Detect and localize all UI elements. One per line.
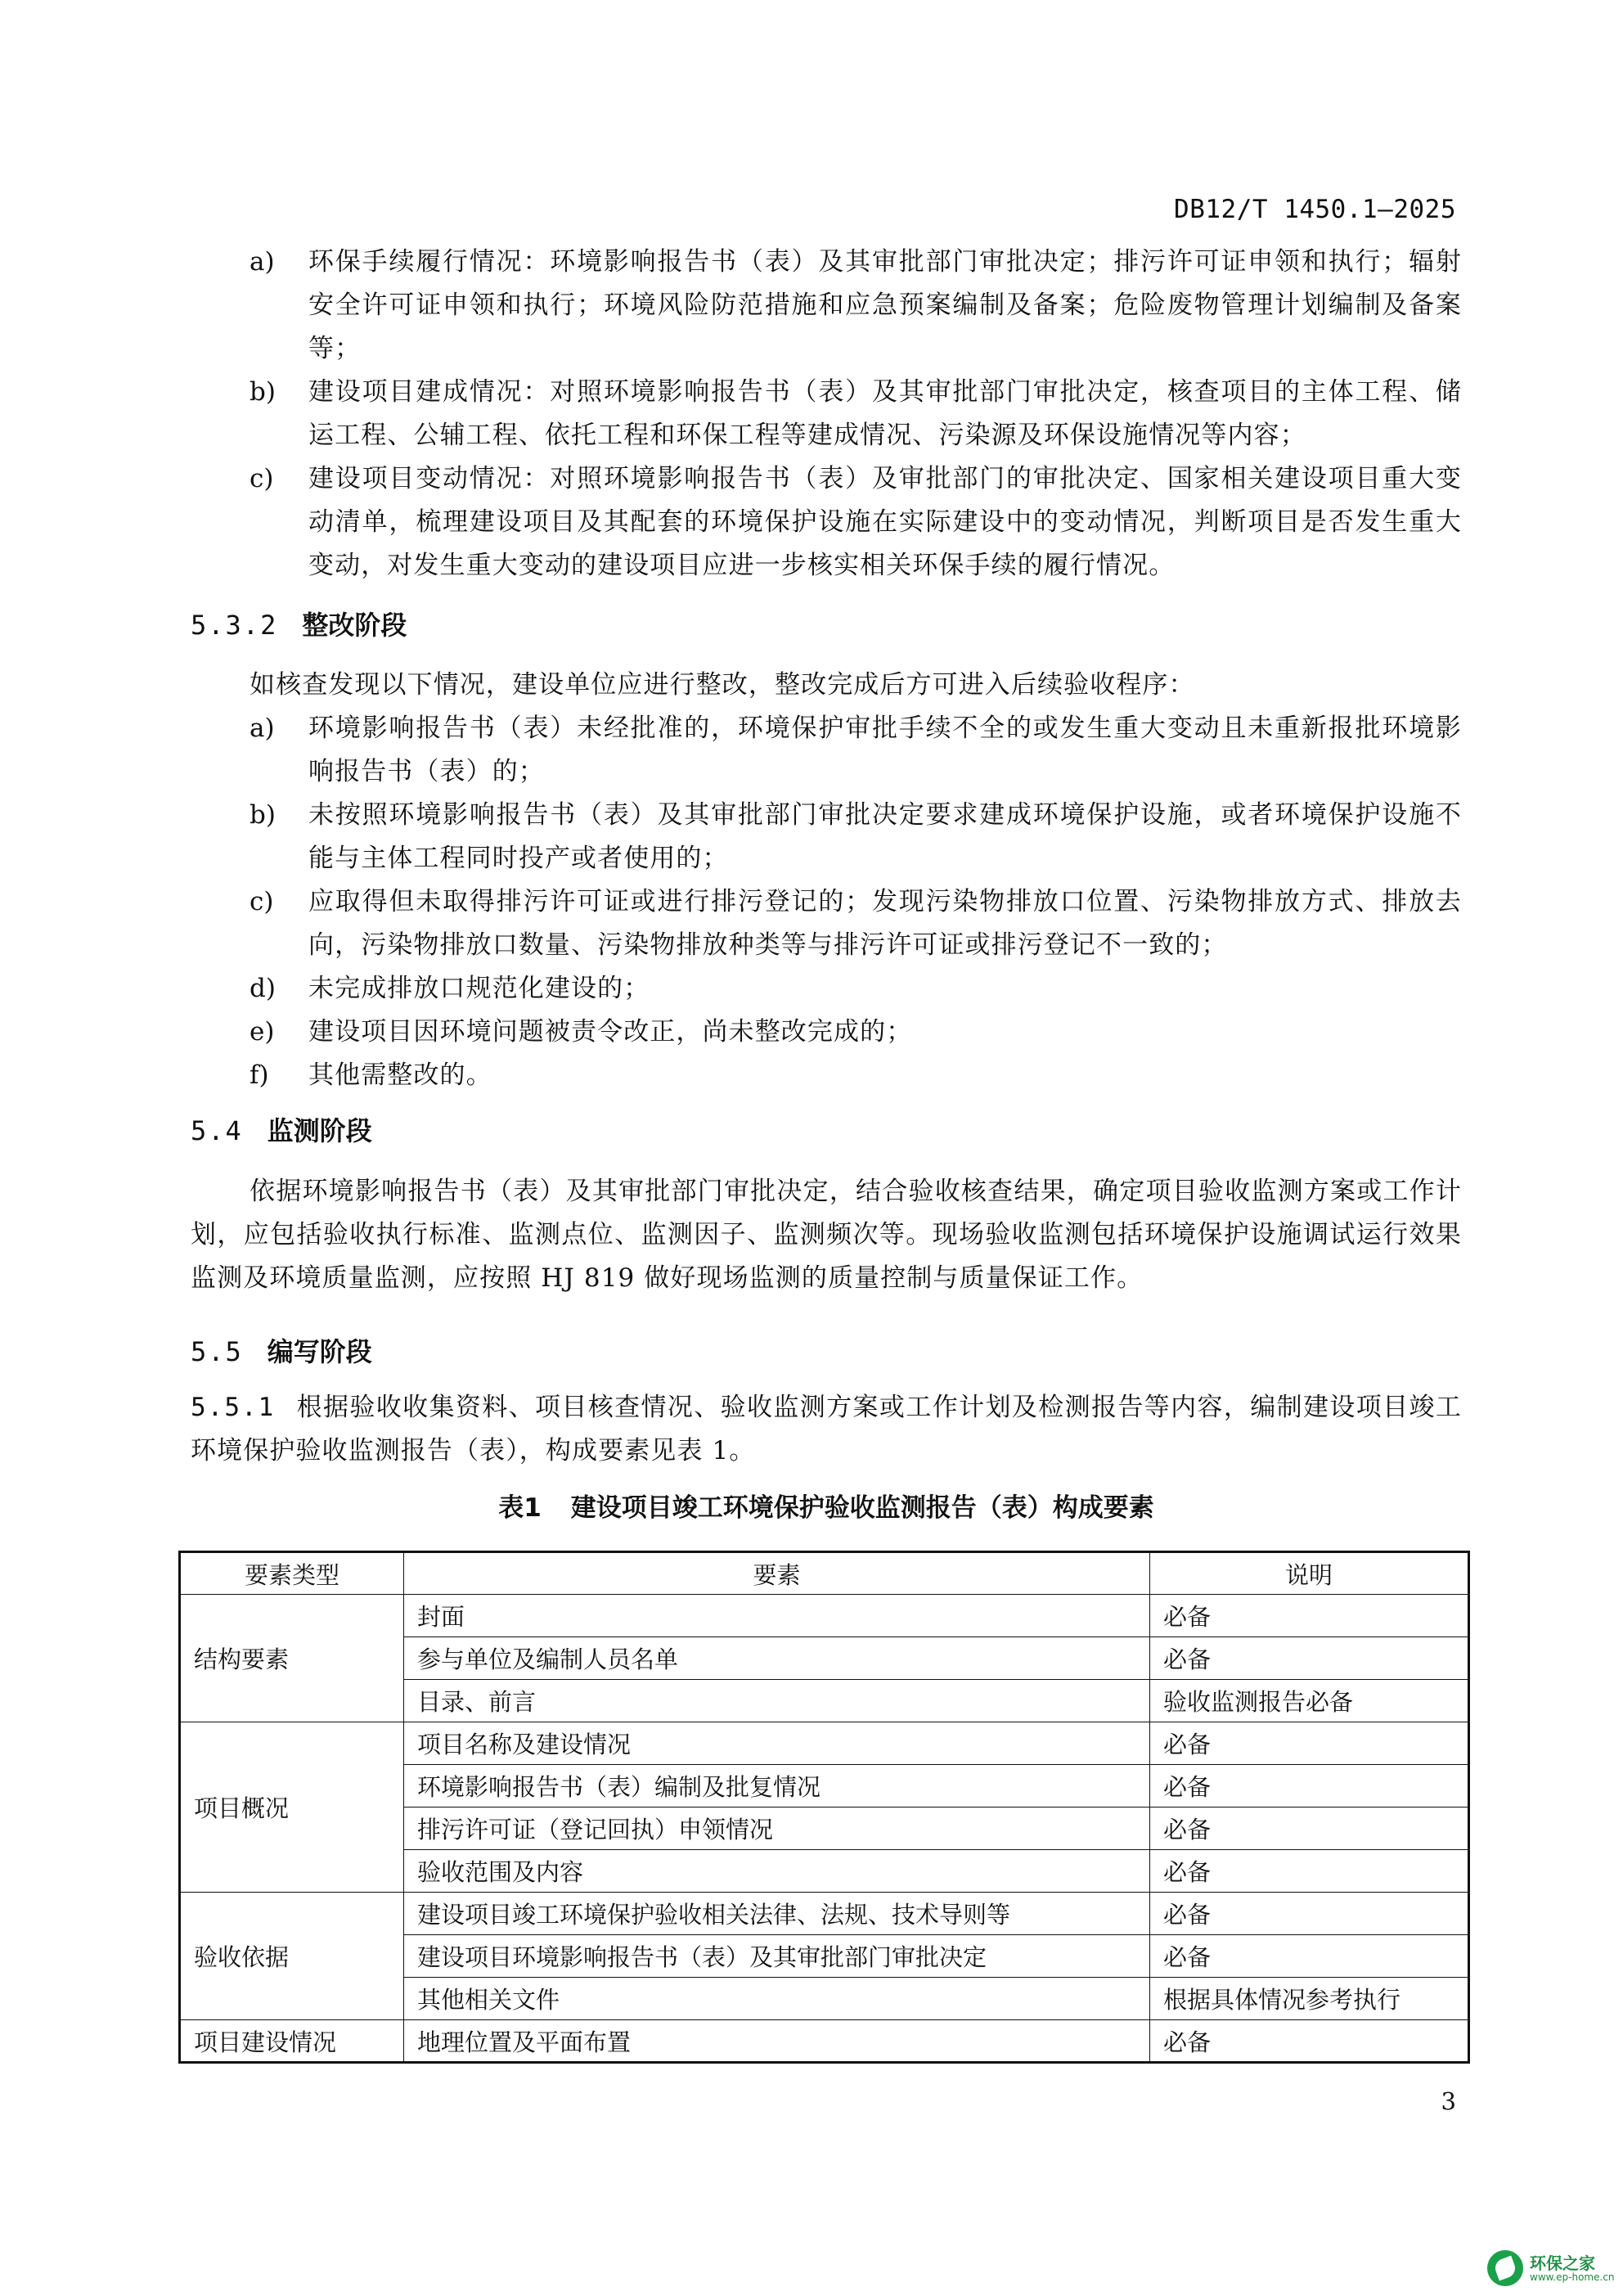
- table-number: 表1: [498, 1493, 542, 1523]
- element-type-cell: 验收依据: [180, 1893, 404, 2020]
- table-row: [180, 2020, 1469, 2063]
- list-label: e): [250, 1017, 275, 1047]
- document-code: DB12/T 1450.1—2025: [1174, 195, 1456, 224]
- list-text: 未按照环境影响报告书（表）及其审批部门审批决定要求建成环境保护设施，或者环境保护设施不能与主体工程同时投产或者使用的；: [308, 800, 1462, 873]
- list-label: c): [250, 464, 274, 493]
- table-row: [180, 1893, 1469, 1935]
- element-cell: 其他相关文件: [404, 1978, 1150, 2020]
- list-text: 其他需整改的。: [308, 1060, 492, 1090]
- list-label: b): [250, 800, 276, 830]
- table-caption: [191, 1492, 1462, 1524]
- section-number: 5.5: [191, 1336, 243, 1367]
- element-cell: 环境影响报告书（表）编制及批复情况: [404, 1765, 1150, 1808]
- list-label: a): [250, 247, 275, 277]
- list-text: 环境影响报告书（表）未经批准的，环境保护审批手续不全的或发生重大变动且未重新报批环境影响报告书（表）的；: [308, 714, 1462, 786]
- element-type-cell: 项目建设情况: [180, 2020, 404, 2063]
- list-text: 应取得但未取得排污许可证或进行排污登记的；发现污染物排放口位置、污染物排放方式、排放去向，污染物排放口数量、污染物排放种类等与排污许可证或排污登记不一致的；: [308, 887, 1462, 960]
- column-header: 要素: [404, 1552, 1150, 1595]
- list-text: 建设项目因环境问题被责令改正，尚未整改完成的；: [308, 1017, 913, 1047]
- section-number: 5.3.2: [191, 610, 278, 641]
- element-type-cell: 项目概况: [180, 1722, 404, 1893]
- list-text: 建设项目变动情况：对照环境影响报告书（表）及审批部门的审批决定、国家相关建设项目重大变动清单，梳理建设项目及其配套的环境保护设施在实际建设中的变动情况，判断项目是否发生重大变动，对发生重大变动的建设项目应进一步核实相关环保手续的履行情况。: [308, 464, 1462, 580]
- note-cell: 必备: [1150, 1850, 1469, 1893]
- element-cell: 封面: [404, 1595, 1150, 1637]
- list-label: c): [250, 887, 274, 916]
- table-title: 建设项目竣工环境保护验收监测报告（表）构成要素: [570, 1493, 1154, 1523]
- section-title: 整改阶段: [302, 610, 407, 641]
- watermark-url: www.ep-home.cn: [1530, 2271, 1615, 2283]
- page-number: 3: [1441, 2087, 1456, 2115]
- note-cell: 必备: [1150, 1808, 1469, 1850]
- list-text: 建设项目建成情况：对照环境影响报告书（表）及其审批部门审批决定，核查项目的主体工程、储运工程、公辅工程、依托工程和环保工程等建成情况、污染源及环保设施情况等内容；: [308, 377, 1462, 450]
- note-cell: 必备: [1150, 1595, 1469, 1637]
- list-text: 未完成排放口规范化建设的；: [308, 974, 650, 1003]
- element-type-cell: 结构要素: [180, 1595, 404, 1722]
- table-row: [180, 1722, 1469, 1765]
- section-heading-5-3-2: [191, 609, 407, 642]
- clause-number: 5.5.1: [191, 1393, 276, 1422]
- list-label: f): [250, 1060, 269, 1090]
- list-label: d): [250, 974, 276, 1003]
- leaf-icon: [1487, 2250, 1523, 2286]
- list-text: 环保手续履行情况：环境影响报告书（表）及其审批部门审批决定；排污许可证申领和执行；辐射安全许可证申领和执行；环境风险防范措施和应急预案编制及备案；危险废物管理计划编制及备案等；: [308, 247, 1462, 363]
- element-cell: 建设项目竣工环境保护验收相关法律、法规、技术导则等: [404, 1893, 1150, 1935]
- element-cell: 排污许可证（登记回执）申领情况: [404, 1808, 1150, 1850]
- section-heading-5-5: [191, 1335, 372, 1368]
- composition-table: [178, 1551, 1470, 2064]
- note-cell: 必备: [1150, 1637, 1469, 1680]
- note-cell: 必备: [1150, 1722, 1469, 1765]
- element-cell: 项目名称及建设情况: [404, 1722, 1150, 1765]
- list-label: b): [250, 377, 276, 407]
- list-label: a): [250, 714, 275, 743]
- section-title: 编写阶段: [267, 1336, 372, 1367]
- element-cell: 验收范围及内容: [404, 1850, 1150, 1893]
- column-header: 说明: [1150, 1552, 1469, 1595]
- note-cell: 必备: [1150, 2020, 1469, 2063]
- note-cell: 必备: [1150, 1935, 1469, 1978]
- watermark-title: 环保之家: [1530, 2253, 1595, 2273]
- clause-text: 根据验收收集资料、项目核查情况、验收监测方案或工作计划及检测报告等内容，编制建设项目竣工环境保护验收监测报告（表），构成要素见表 1。: [191, 1393, 1462, 1465]
- section-body: 依据环境影响报告书（表）及其审批部门审批决定，结合验收核查结果，确定项目验收监测方案或工作计划，应包括验收执行标准、监测点位、监测因子、监测频次等。现场验收监测包括环境保护设施调试运行效果监测及环境质量监测，应按照 HJ 819 做好现场监测的质量控制与质量保证工作。: [191, 1177, 1462, 1293]
- table-header-row: [180, 1552, 1469, 1595]
- watermark-logo: [1487, 2249, 1618, 2291]
- clause-5-5-1: [191, 1386, 1462, 1473]
- note-cell: 验收监测报告必备: [1150, 1680, 1469, 1722]
- element-cell: 地理位置及平面布置: [404, 2020, 1150, 2063]
- table-row: [180, 1595, 1469, 1637]
- note-cell: 根据具体情况参考执行: [1150, 1978, 1469, 2020]
- note-cell: 必备: [1150, 1765, 1469, 1808]
- section-title: 监测阶段: [267, 1115, 372, 1146]
- element-cell: 目录、前言: [404, 1680, 1150, 1722]
- section-number: 5.4: [191, 1115, 243, 1146]
- column-header: 要素类型: [180, 1552, 404, 1595]
- element-cell: 建设项目环境影响报告书（表）及其审批部门审批决定: [404, 1935, 1150, 1978]
- element-cell: 参与单位及编制人员名单: [404, 1637, 1150, 1680]
- section-intro: 如核查发现以下情况，建设单位应进行整改，整改完成后方可进入后续验收程序：: [250, 670, 1195, 700]
- note-cell: 必备: [1150, 1893, 1469, 1935]
- section-heading-5-4: [191, 1114, 372, 1147]
